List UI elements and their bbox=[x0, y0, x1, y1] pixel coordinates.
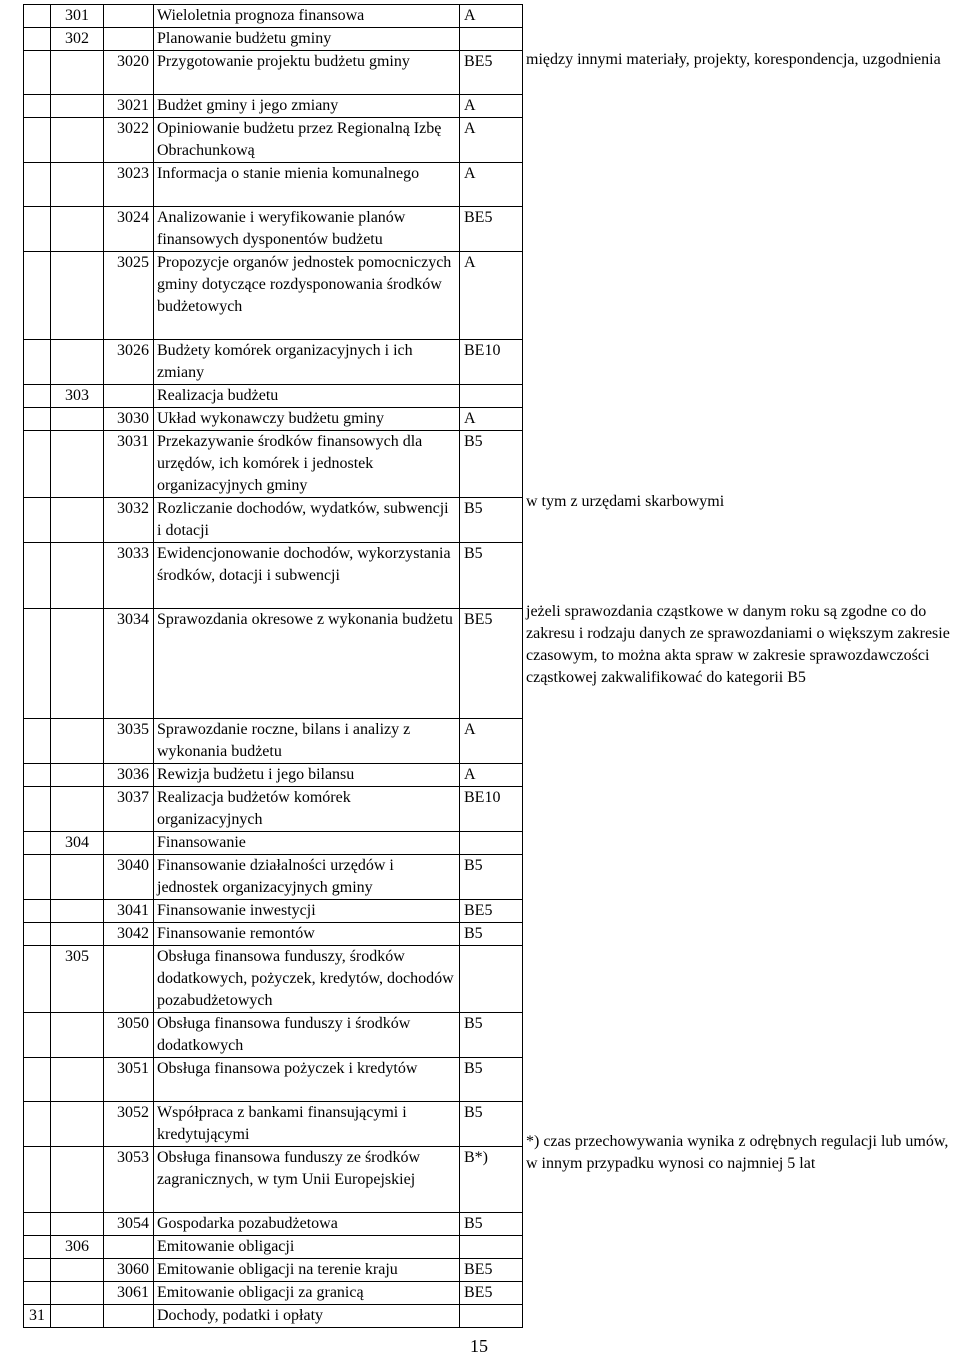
empty-cell bbox=[24, 5, 51, 28]
row-name: Obsługa finansowa funduszy ze środków zagranicznych, w tym Unii Europejskiej bbox=[154, 1147, 460, 1213]
row-code: 3020 bbox=[104, 51, 154, 95]
empty-cell bbox=[51, 408, 104, 431]
empty-cell bbox=[51, 163, 104, 207]
row-code: 3021 bbox=[104, 95, 154, 118]
row-category: A bbox=[460, 118, 523, 163]
empty-cell bbox=[51, 340, 104, 385]
empty-cell bbox=[24, 1058, 51, 1102]
row-code: 3022 bbox=[104, 118, 154, 163]
row-name: Realizacja budżetu bbox=[154, 385, 460, 408]
table-row bbox=[24, 900, 523, 923]
row-code: 3040 bbox=[104, 855, 154, 900]
row-category: B5 bbox=[460, 1102, 523, 1147]
empty-cell bbox=[104, 1305, 154, 1328]
row-category bbox=[460, 832, 523, 855]
table-row bbox=[24, 118, 523, 163]
row-name: Obsługa finansowa funduszy, środków dodatkowych, pożyczek, kredytów, dochodów pozabudżetowych bbox=[154, 946, 460, 1013]
row-code: 306 bbox=[51, 1236, 104, 1259]
row-code: 302 bbox=[51, 28, 104, 51]
row-category: BE5 bbox=[460, 900, 523, 923]
table-row bbox=[24, 1259, 523, 1282]
empty-cell bbox=[51, 1282, 104, 1305]
empty-cell bbox=[51, 764, 104, 787]
row-name: Dochody, podatki i opłaty bbox=[154, 1305, 460, 1328]
note-3053: *) czas przechowywania wynika z odrębnych regulacji lub umów, w innym przypadku wynosi co najmniej 5 lat bbox=[526, 1133, 949, 1172]
row-category bbox=[460, 385, 523, 408]
row-name: Obsługa finansowa pożyczek i kredytów bbox=[154, 1058, 460, 1102]
row-name: Sprawozdania okresowe z wykonania budżetu bbox=[154, 609, 460, 719]
empty-cell bbox=[24, 340, 51, 385]
row-name: Układ wykonawczy budżetu gminy bbox=[154, 408, 460, 431]
row-category: A bbox=[460, 95, 523, 118]
empty-cell bbox=[24, 1236, 51, 1259]
empty-cell bbox=[24, 431, 51, 498]
table-row bbox=[24, 28, 523, 51]
row-code: 3041 bbox=[104, 900, 154, 923]
empty-cell bbox=[104, 5, 154, 28]
empty-cell bbox=[24, 498, 51, 543]
empty-cell bbox=[51, 118, 104, 163]
row-code: 3061 bbox=[104, 1282, 154, 1305]
row-name: Informacja o stanie mienia komunalnego bbox=[154, 163, 460, 207]
row-category: A bbox=[460, 5, 523, 28]
row-category: BE5 bbox=[460, 1259, 523, 1282]
row-category bbox=[460, 946, 523, 1013]
empty-cell bbox=[104, 28, 154, 51]
empty-cell bbox=[24, 385, 51, 408]
row-name: Ewidencjonowanie dochodów, wykorzystania środków, dotacji i subwencji bbox=[154, 543, 460, 609]
empty-cell bbox=[24, 900, 51, 923]
row-category: B5 bbox=[460, 1213, 523, 1236]
empty-cell bbox=[24, 1013, 51, 1058]
row-name: Finansowanie bbox=[154, 832, 460, 855]
row-category: BE5 bbox=[460, 609, 523, 719]
empty-cell bbox=[104, 385, 154, 408]
table-row bbox=[24, 431, 523, 498]
table-row bbox=[24, 855, 523, 900]
row-name: Przygotowanie projektu budżetu gminy bbox=[154, 51, 460, 95]
row-name: Budżety komórek organizacyjnych i ich zmiany bbox=[154, 340, 460, 385]
empty-cell bbox=[24, 95, 51, 118]
empty-cell bbox=[51, 719, 104, 764]
row-category: A bbox=[460, 163, 523, 207]
row-name: Współpraca z bankami finansującymi i kredytującymi bbox=[154, 1102, 460, 1147]
table-row bbox=[24, 832, 523, 855]
row-category: A bbox=[460, 252, 523, 340]
empty-cell bbox=[24, 118, 51, 163]
row-category: B5 bbox=[460, 498, 523, 543]
row-category: B5 bbox=[460, 1013, 523, 1058]
row-name: Obsługa finansowa funduszy i środków dodatkowych bbox=[154, 1013, 460, 1058]
empty-cell bbox=[24, 163, 51, 207]
row-category: B5 bbox=[460, 543, 523, 609]
table-row bbox=[24, 340, 523, 385]
empty-cell bbox=[24, 719, 51, 764]
empty-cell bbox=[51, 900, 104, 923]
row-category: B5 bbox=[460, 431, 523, 498]
table-row bbox=[24, 51, 523, 95]
note-3034: jeżeli sprawozdania cząstkowe w danym roku są zgodne co do zakresu i rodzaju danych ze sprawozdaniami o większym zakresie czasowym, to można akta spraw w zakresie sprawozdawczości cząstkowej zakwalifikować do kategorii B5 bbox=[526, 603, 950, 686]
table-row bbox=[24, 1147, 523, 1213]
table-row bbox=[24, 1236, 523, 1259]
row-name: Planowanie budżetu gminy bbox=[154, 28, 460, 51]
row-category: BE5 bbox=[460, 51, 523, 95]
row-category: A bbox=[460, 719, 523, 764]
table-row bbox=[24, 764, 523, 787]
row-code: 3024 bbox=[104, 207, 154, 252]
table-row bbox=[24, 408, 523, 431]
row-code: 301 bbox=[51, 5, 104, 28]
row-category: A bbox=[460, 408, 523, 431]
empty-cell bbox=[24, 28, 51, 51]
row-code: 3037 bbox=[104, 787, 154, 832]
row-category: B5 bbox=[460, 855, 523, 900]
empty-cell bbox=[104, 1236, 154, 1259]
row-code: 3052 bbox=[104, 1102, 154, 1147]
row-code: 3054 bbox=[104, 1213, 154, 1236]
row-code: 31 bbox=[24, 1305, 51, 1328]
row-category: B*) bbox=[460, 1147, 523, 1213]
row-name: Emitowanie obligacji na terenie kraju bbox=[154, 1259, 460, 1282]
row-name: Rewizja budżetu i jego bilansu bbox=[154, 764, 460, 787]
empty-cell bbox=[24, 855, 51, 900]
empty-cell bbox=[51, 51, 104, 95]
empty-cell bbox=[24, 609, 51, 719]
table-row bbox=[24, 719, 523, 764]
empty-cell bbox=[51, 1102, 104, 1147]
row-code: 3032 bbox=[104, 498, 154, 543]
classification-table-body bbox=[24, 5, 523, 1328]
table-row bbox=[24, 1213, 523, 1236]
table-row bbox=[24, 252, 523, 340]
row-code: 3060 bbox=[104, 1259, 154, 1282]
empty-cell bbox=[24, 923, 51, 946]
row-category bbox=[460, 28, 523, 51]
row-code: 3033 bbox=[104, 543, 154, 609]
row-category: BE10 bbox=[460, 787, 523, 832]
empty-cell bbox=[51, 431, 104, 498]
empty-cell bbox=[24, 207, 51, 252]
row-code: 3031 bbox=[104, 431, 154, 498]
table-row bbox=[24, 163, 523, 207]
row-code: 3030 bbox=[104, 408, 154, 431]
empty-cell bbox=[24, 946, 51, 1013]
row-name: Przekazywanie środków finansowych dla urzędów, ich komórek i jednostek organizacyjnych gminy bbox=[154, 431, 460, 498]
table-row bbox=[24, 946, 523, 1013]
empty-cell bbox=[51, 1259, 104, 1282]
row-name: Rozliczanie dochodów, wydatków, subwencji i dotacji bbox=[154, 498, 460, 543]
empty-cell bbox=[24, 1259, 51, 1282]
empty-cell bbox=[51, 252, 104, 340]
empty-cell bbox=[24, 764, 51, 787]
empty-cell bbox=[51, 498, 104, 543]
empty-cell bbox=[104, 832, 154, 855]
row-name: Propozycje organów jednostek pomocniczych gminy dotyczące rozdysponowania środków budżetowych bbox=[154, 252, 460, 340]
row-name: Sprawozdanie roczne, bilans i analizy z wykonania budżetu bbox=[154, 719, 460, 764]
table-row bbox=[24, 498, 523, 543]
table-row bbox=[24, 543, 523, 609]
table-row bbox=[24, 923, 523, 946]
empty-cell bbox=[51, 543, 104, 609]
empty-cell bbox=[51, 1147, 104, 1213]
empty-cell bbox=[51, 207, 104, 252]
row-name: Finansowanie remontów bbox=[154, 923, 460, 946]
empty-cell bbox=[51, 95, 104, 118]
empty-cell bbox=[51, 1058, 104, 1102]
row-code: 303 bbox=[51, 385, 104, 408]
row-code: 3053 bbox=[104, 1147, 154, 1213]
row-code: 3026 bbox=[104, 340, 154, 385]
note-3020: między innymi materiały, projekty, korespondencja, uzgodnienia bbox=[526, 51, 941, 68]
table-row bbox=[24, 1013, 523, 1058]
empty-cell bbox=[24, 1282, 51, 1305]
empty-cell bbox=[24, 543, 51, 609]
empty-cell bbox=[51, 1213, 104, 1236]
page-number: 15 bbox=[470, 1336, 488, 1356]
row-category: B5 bbox=[460, 1058, 523, 1102]
empty-cell bbox=[24, 252, 51, 340]
table-row bbox=[24, 609, 523, 719]
row-name: Opiniowanie budżetu przez Regionalną Izbę Obrachunkową bbox=[154, 118, 460, 163]
empty-cell bbox=[51, 855, 104, 900]
row-code: 3025 bbox=[104, 252, 154, 340]
row-name: Gospodarka pozabudżetowa bbox=[154, 1213, 460, 1236]
row-code: 3042 bbox=[104, 923, 154, 946]
row-category: B5 bbox=[460, 923, 523, 946]
empty-cell bbox=[51, 923, 104, 946]
table-row bbox=[24, 787, 523, 832]
empty-cell bbox=[51, 1013, 104, 1058]
row-code: 305 bbox=[51, 946, 104, 1013]
empty-cell bbox=[51, 787, 104, 832]
empty-cell bbox=[24, 51, 51, 95]
row-name: Realizacja budżetów komórek organizacyjnych bbox=[154, 787, 460, 832]
row-name: Finansowanie działalności urzędów i jednostek organizacyjnych gminy bbox=[154, 855, 460, 900]
row-category: A bbox=[460, 764, 523, 787]
row-code: 304 bbox=[51, 832, 104, 855]
table-row bbox=[24, 1058, 523, 1102]
row-name: Wieloletnia prognoza finansowa bbox=[154, 5, 460, 28]
note-3032: w tym z urzędami skarbowymi bbox=[526, 493, 725, 510]
row-code: 3036 bbox=[104, 764, 154, 787]
row-category: BE10 bbox=[460, 340, 523, 385]
row-name: Emitowanie obligacji za granicą bbox=[154, 1282, 460, 1305]
row-code: 3051 bbox=[104, 1058, 154, 1102]
table-row bbox=[24, 1102, 523, 1147]
table-row bbox=[24, 1305, 523, 1328]
row-name: Analizowanie i weryfikowanie planów finansowych dysponentów budżetu bbox=[154, 207, 460, 252]
table-row bbox=[24, 5, 523, 28]
empty-cell bbox=[24, 408, 51, 431]
empty-cell bbox=[24, 1147, 51, 1213]
empty-cell bbox=[24, 1213, 51, 1236]
row-category: BE5 bbox=[460, 207, 523, 252]
table-row bbox=[24, 95, 523, 118]
empty-cell bbox=[51, 1305, 104, 1328]
row-code: 3035 bbox=[104, 719, 154, 764]
classification-table bbox=[23, 4, 523, 1328]
table-row bbox=[24, 1282, 523, 1305]
empty-cell bbox=[104, 946, 154, 1013]
row-name: Emitowanie obligacji bbox=[154, 1236, 460, 1259]
row-category bbox=[460, 1236, 523, 1259]
empty-cell bbox=[24, 832, 51, 855]
table-row bbox=[24, 385, 523, 408]
row-code: 3023 bbox=[104, 163, 154, 207]
row-name: Budżet gminy i jego zmiany bbox=[154, 95, 460, 118]
row-code: 3050 bbox=[104, 1013, 154, 1058]
table-row bbox=[24, 207, 523, 252]
row-category bbox=[460, 1305, 523, 1328]
empty-cell bbox=[24, 787, 51, 832]
empty-cell bbox=[24, 1102, 51, 1147]
empty-cell bbox=[51, 609, 104, 719]
row-code: 3034 bbox=[104, 609, 154, 719]
row-name: Finansowanie inwestycji bbox=[154, 900, 460, 923]
row-category: BE5 bbox=[460, 1282, 523, 1305]
